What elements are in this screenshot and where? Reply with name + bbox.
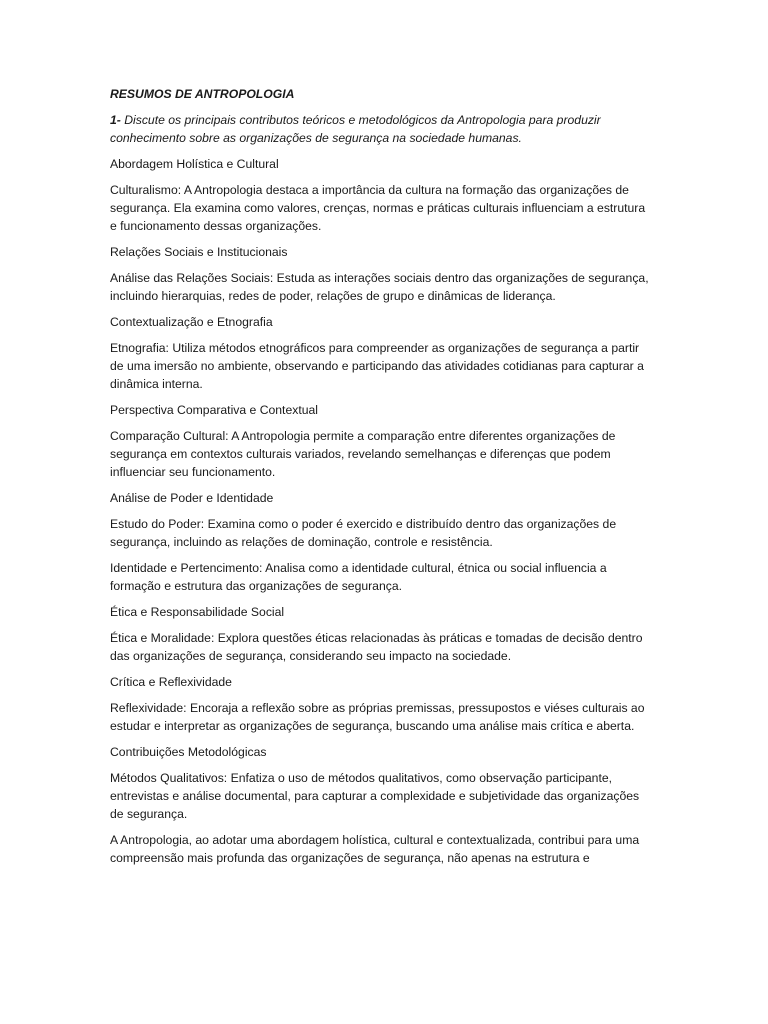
paragraph: Estudo do Poder: Examina como o poder é exercido e distribuído dentro das organizações de segurança, incluindo as relações de dominação, controle e resistência. [110, 517, 617, 549]
paragraph: Identidade e Pertencimento: Analisa como a identidade cultural, étnica ou social influencia a formação e estrutura das organizações de segurança. [110, 561, 607, 593]
document-title: RESUMOS DE ANTROPOLOGIA [110, 87, 295, 101]
section-heading: Relações Sociais e Institucionais [110, 245, 288, 259]
paragraph: Ética e Moralidade: Explora questões éticas relacionadas às práticas e tomadas de decisão dentro das organizações de segurança, considerando seu impacto na sociedade. [110, 631, 643, 663]
section-heading: Contribuições Metodológicas [110, 745, 267, 759]
paragraph: Culturalismo: A Antropologia destaca a importância da cultura na formação das organizações de segurança. Ela examina como valores, crenças, normas e práticas culturais influenciam a estrutura e funcionamento dessas organizações. [110, 183, 646, 233]
paragraph: Comparação Cultural: A Antropologia permite a comparação entre diferentes organizações de segurança em contextos culturais variados, revelando semelhanças e diferenças que podem influenciar seu funcionamento. [110, 429, 616, 479]
section-heading: Abordagem Holística e Cultural [110, 157, 279, 171]
question-text: Discute os principais contributos teóricos e metodológicos da Antropologia para produzir conhecimento sobre as organizações de segurança na sociedade humanas. [110, 113, 601, 145]
section-heading: Ética e Responsabilidade Social [110, 605, 285, 619]
paragraph: Etnografia: Utiliza métodos etnográficos para compreender as organizações de segurança a partir de uma imersão no ambiente, observando e participando das atividades cotidianas para capturar a dinâmica interna. [110, 341, 644, 391]
question [110, 111, 655, 147]
paragraph: Reflexividade: Encoraja a reflexão sobre as próprias premissas, pressupostos e viéses culturais ao estudar e interpretar as organizações de segurança, buscando uma análise mais crítica e aberta. [110, 701, 645, 733]
paragraph: Análise das Relações Sociais: Estuda as interações sociais dentro das organizações de segurança, incluindo hierarquias, redes de poder, relações de grupo e dinâmicas de liderança. [110, 271, 649, 303]
paragraph: A Antropologia, ao adotar uma abordagem holística, cultural e contextualizada, contribui para uma compreensão mais profunda das organizações de segurança, não apenas na estrutura e [110, 833, 640, 865]
section-heading: Análise de Poder e Identidade [110, 491, 274, 505]
section-heading: Crítica e Reflexividade [110, 675, 232, 689]
document-page [110, 85, 655, 875]
section-heading: Contextualização e Etnografia [110, 315, 273, 329]
paragraph: Métodos Qualitativos: Enfatiza o uso de métodos qualitativos, como observação participante, entrevistas e análise documental, para capturar a complexidade e subjetividade das organizações de segurança. [110, 771, 640, 821]
question-number: 1- [110, 113, 121, 127]
section-heading: Perspectiva Comparativa e Contextual [110, 403, 318, 417]
